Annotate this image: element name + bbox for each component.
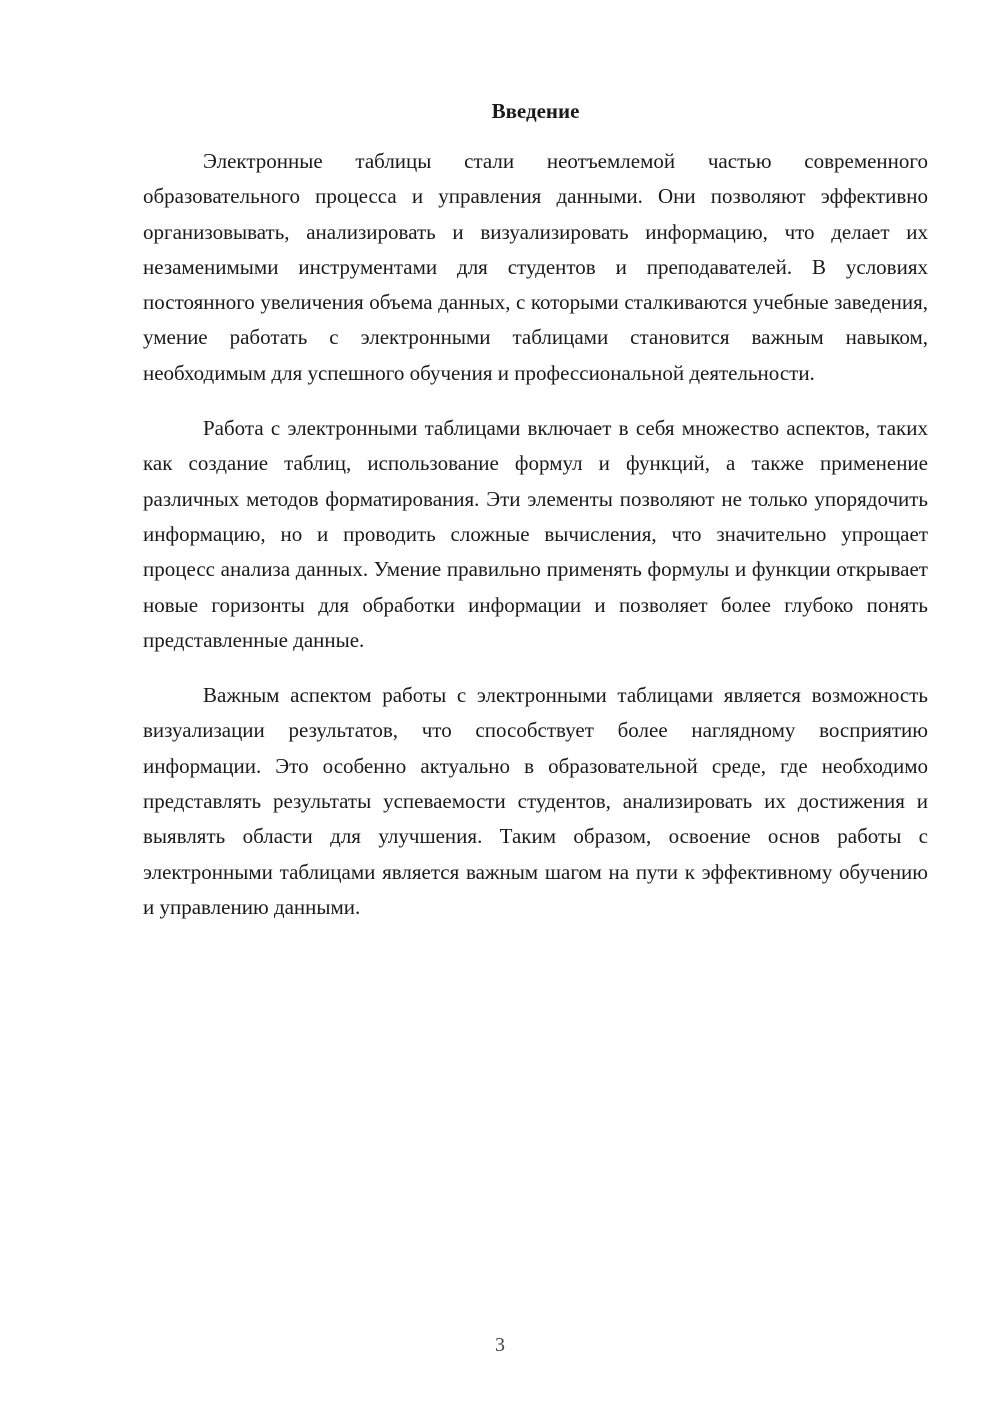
section-heading: Введение <box>491 99 580 123</box>
document-page <box>143 96 928 945</box>
paragraph-2: Работа с электронными таблицами включает в себя множество аспектов, таких как создание таблиц, использование формул и функций, а также применение различных методов форматирования. Эти элементы позволяют не только упорядочить информацию, но и проводить сложные вычисления, что значительно упрощает процесс анализа данных. Умение правильно применять формулы и функции открывает новые горизонты для обработки информации и позволяет более глубоко понять представленные данные. <box>143 416 928 652</box>
paragraph-3: Важным аспектом работы с электронными таблицами является возможность визуализации результатов, что способствует более наглядному восприятию информации. Это особенно актуально в образовательной среде, где необходимо представлять результаты успеваемости студентов, анализировать их достижения и выявлять области для улучшения. Таким образом, освоение основ работы с электронными таблицами является важным шагом на пути к эффективному обучению и управлению данными. <box>143 683 928 919</box>
page-number: 3 <box>495 1334 505 1356</box>
paragraph-1: Электронные таблицы стали неотъемлемой частью современного образовательного процесса и управления данными. Они позволяют эффективно организовывать, анализировать и визуализировать информацию, что делает их незаменимыми инструментами для студентов и преподавателей. В условиях постоянного увеличения объема данных, с которыми сталкиваются учебные заведения, умение работать с электронными таблицами становится важным навыком, необходимым для успешного обучения и профессиональной деятельности. <box>143 149 928 385</box>
